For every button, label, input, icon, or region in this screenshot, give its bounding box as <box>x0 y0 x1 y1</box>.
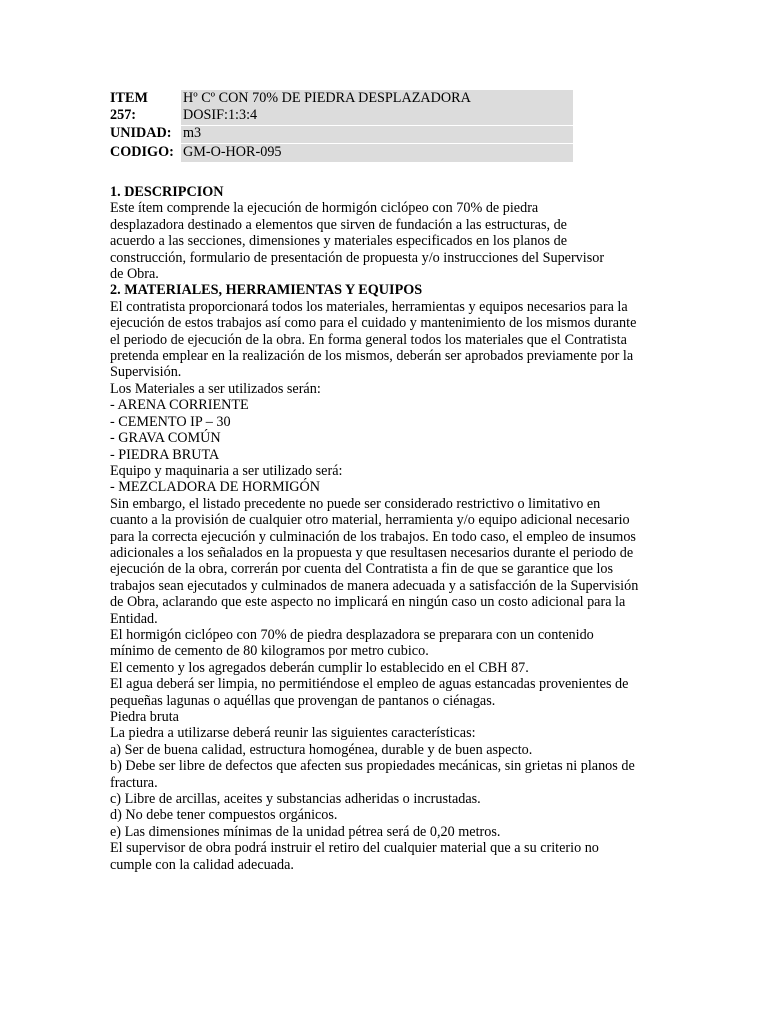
materiales-line: mínimo de cemento de 80 kilogramos por metro cubico. <box>110 643 429 660</box>
descripcion-line: acuerdo a las secciones, dimensiones y materiales especificados en los planos de <box>110 233 567 250</box>
descripcion-line: Este ítem comprende la ejecución de hormigón ciclópeo con 70% de piedra <box>110 200 539 217</box>
materiales-line: ejecución de estos trabajos así como para el cuidado y mantenimiento de los mismos durante <box>110 315 637 332</box>
codigo-value: GM-O-HOR-095 <box>183 144 282 160</box>
descripcion-line: construcción, formulario de presentación de propuesta y/o instrucciones del Supervisor <box>110 249 605 266</box>
materiales-line: El cemento y los agregados deberán cumplir lo establecido en el CBH 87. <box>110 659 529 676</box>
materiales-text <box>110 299 670 873</box>
materiales-line: b) Debe ser libre de defectos que afecten sus propiedades mecánicas, sin grietas ni planos de <box>110 758 635 775</box>
materiales-line: cuanto a la provisión de cualquier otro material, herramienta y/o equipo adicional necesario <box>110 512 630 529</box>
materiales-line: ejecución de la obra, correrán por cuenta del Contratista a fin de que se garantice que los <box>110 561 614 578</box>
materiales-line: pretenda emplear en la realización de los mismos, deberán ser aprobados previamente por la <box>110 348 634 365</box>
descripcion-heading: 1. DESCRIPCION <box>110 184 224 200</box>
item-header <box>110 90 573 162</box>
item-title: Hº Cº CON 70% DE PIEDRA DESPLAZADORA <box>183 90 471 106</box>
materiales-line: - CEMENTO IP – 30 <box>110 413 231 430</box>
materiales-line: Sin embargo, el listado precedente no puede ser considerado restrictivo o limitativo en <box>110 495 601 512</box>
materiales-line: a) Ser de buena calidad, estructura homogénea, durable y de buen aspecto. <box>110 741 533 758</box>
materiales-line: Los Materiales a ser utilizados serán: <box>110 380 321 397</box>
item-row <box>110 90 573 107</box>
materiales-line: - PIEDRA BRUTA <box>110 446 220 463</box>
materiales-line: - GRAVA COMÚN <box>110 430 221 447</box>
materiales-line: el periodo de ejecución de la obra. En forma general todos los materiales que el Contratista <box>110 331 627 348</box>
materiales-line: Equipo y maquinaria a ser utilizado será: <box>110 462 343 479</box>
materiales-line: cumple con la calidad adecuada. <box>110 856 294 873</box>
materiales-line: fractura. <box>110 774 158 791</box>
document-body <box>110 184 670 873</box>
materiales-line: - MEZCLADORA DE HORMIGÓN <box>110 479 321 496</box>
materiales-line: Piedra bruta <box>110 709 179 725</box>
item-dosif: DOSIF:1:3:4 <box>183 107 258 123</box>
materiales-line: adicionales a los señalados en la propuesta y que resultasen necesarios durante el periodo de <box>110 544 634 561</box>
materiales-heading: 2. MATERIALES, HERRAMIENTAS Y EQUIPOS <box>110 282 423 299</box>
materiales-line: Entidad. <box>110 610 158 627</box>
item-number-row <box>110 107 573 124</box>
descripcion-line: desplazadora destinado a elementos que sirven de fundación a las estructuras, de <box>110 216 567 233</box>
materiales-line: de Obra, aclarando que este aspecto no implicará en ningún caso un costo adicional para la <box>110 594 626 611</box>
materiales-line: El supervisor de obra podrá instruir el retiro del cualquier material que a su criterio no <box>110 840 599 857</box>
codigo-row <box>110 144 573 161</box>
materiales-line: e) Las dimensiones mínimas de la unidad pétrea será de 0,20 metros. <box>110 823 501 840</box>
materiales-line: El hormigón ciclópeo con 70% de piedra desplazadora se preparara con un contenido <box>110 626 594 643</box>
descripcion-text <box>110 200 670 282</box>
codigo-label: CODIGO: <box>110 144 174 160</box>
unidad-value: m3 <box>183 125 202 141</box>
materiales-line: El contratista proporcionará todos los materiales, herramientas y equipos necesarios para la <box>110 298 628 315</box>
materiales-line: Supervisión. <box>110 364 182 381</box>
materiales-line: - ARENA CORRIENTE <box>110 397 249 414</box>
item-label: ITEM <box>110 90 148 106</box>
item-number: 257: <box>110 107 137 123</box>
materiales-line: pequeñas lagunas o aquéllas que provengan de pantanos o ciénagas. <box>110 692 496 709</box>
descripcion-line: de Obra. <box>110 266 159 283</box>
unidad-label: UNIDAD: <box>110 125 172 141</box>
materiales-line: para la correcta ejecución y culminación de los trabajos. En todo caso, el empleo de insumos <box>110 528 636 545</box>
materiales-line: trabajos sean ejecutados y culminados de manera adecuada y a satisfacción de la Supervisión <box>110 577 639 594</box>
unidad-row <box>110 125 573 142</box>
materiales-line: d) No debe tener compuestos orgánicos. <box>110 807 338 824</box>
materiales-line: La piedra a utilizarse deberá reunir las siguientes características: <box>110 725 476 742</box>
materiales-line: c) Libre de arcillas, aceites y substancias adheridas o incrustadas. <box>110 791 481 808</box>
materiales-line: El agua deberá ser limpia, no permitiéndose el empleo de aguas estancadas provenientes de <box>110 676 629 693</box>
